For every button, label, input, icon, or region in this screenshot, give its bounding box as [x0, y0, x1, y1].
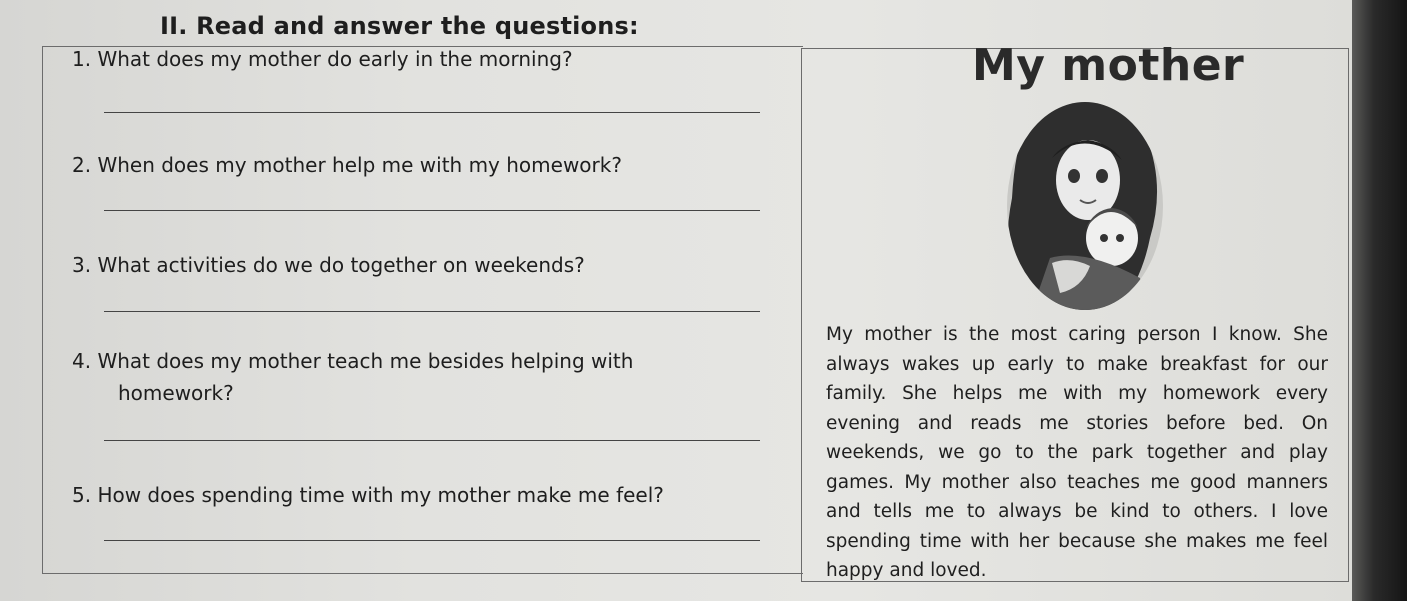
question-1: 1. What does my mother do early in the morning? — [72, 47, 573, 71]
question-2: 2. When does my mother help me with my homework? — [72, 153, 622, 177]
mother-and-child-illustration — [990, 88, 1180, 316]
answer-line-1[interactable] — [104, 112, 760, 113]
question-5: 5. How does spending time with my mother make me feel? — [72, 483, 664, 507]
story-title: My mother — [972, 40, 1245, 91]
answer-line-5[interactable] — [104, 540, 760, 541]
question-4-line-1: 4. What does my mother teach me besides helping with — [72, 349, 634, 373]
story-paragraph: My mother is the most caring person I know. She always wakes up early to make breakfast for our family. She helps me with my homework every evening and reads me stories before bed. On weekends, we go to the park together and play games. My mother also teaches me good manners and tells me to always be kind to others. I love spending time with her because she makes me feel happy and loved. — [826, 324, 1328, 581]
answer-line-3[interactable] — [104, 311, 760, 312]
answer-line-4[interactable] — [104, 440, 760, 441]
question-3: 3. What activities do we do together on weekends? — [72, 253, 585, 277]
section-heading: II. Read and answer the questions: — [160, 12, 639, 40]
answer-line-2[interactable] — [104, 210, 760, 211]
table-edge — [1352, 0, 1407, 601]
question-4-line-2: homework? — [118, 381, 234, 405]
